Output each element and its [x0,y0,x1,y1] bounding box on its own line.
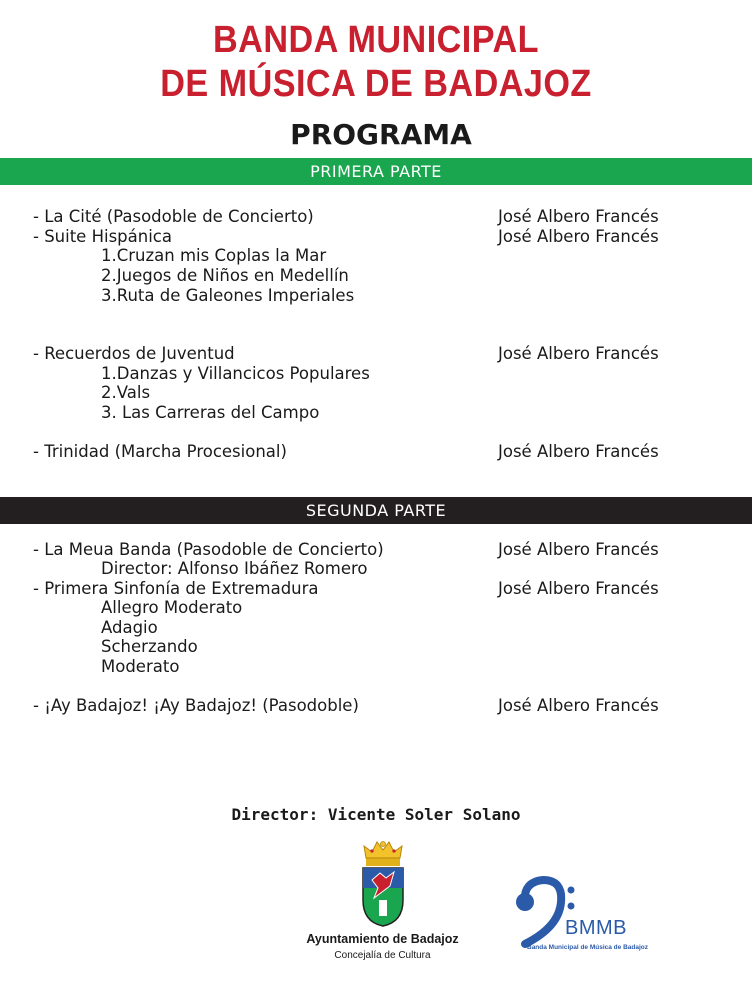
title-line-1: BANDA MUNICIPAL [213,19,539,61]
bass-clef-icon [505,872,575,952]
ayuntamiento-sub: Concejalía de Cultura [334,950,431,961]
program-item-title: - Recuerdos de Juventud [33,344,235,363]
program-item-composer: José Albero Francés [498,442,659,461]
program-item-title: - La Meua Banda (Pasodoble de Concierto) [33,540,384,559]
programa-heading: PROGRAMA [290,118,472,151]
program-movement: 2.Vals [101,383,151,402]
program-item-title: - Primera Sinfonía de Extremadura [33,579,319,598]
program-movement: Scherzando [101,637,198,656]
program-movement: 3.Ruta de Galeones Imperiales [101,286,355,305]
program-item-title: - Trinidad (Marcha Procesional) [33,442,287,461]
ayuntamiento-logo [300,840,465,970]
program-movement: 3. Las Carreras del Campo [101,403,320,422]
program-item-composer: José Albero Francés [498,579,659,598]
program-item-composer: José Albero Francés [498,227,659,246]
program-movement: 1.Cruzan mis Coplas la Mar [101,246,327,265]
bmmb-logo [505,872,648,957]
program-movement: 2.Juegos de Niños en Medellín [101,266,349,285]
program-movement: Allegro Moderato [101,598,243,617]
program-item-title: - La Cité (Pasodoble de Concierto) [33,207,314,226]
title-line-2: DE MÚSICA DE BADAJOZ [160,63,592,105]
program-movement: Director: Alfonso Ibáñez Romero [101,559,368,578]
program-movement: Adagio [101,618,158,637]
program-item-composer: José Albero Francés [498,344,659,363]
program-item-composer: José Albero Francés [498,207,659,226]
director-credit: Director: Vicente Soler Solano [231,805,521,824]
crown-crest-icon [360,840,406,928]
section-band-primera: PRIMERA PARTE [0,158,752,185]
program-item-title: - Suite Hispánica [33,227,172,246]
program-movement: 1.Danzas y Villancicos Populares [101,364,370,383]
program-movement: Moderato [101,657,180,676]
bmmb-sub: Banda Municipal de Música de Badajoz [527,944,648,951]
bmmb-name: BMMB [565,917,627,939]
section-band-segunda: SEGUNDA PARTE [0,497,752,524]
program-item-title: - ¡Ay Badajoz! ¡Ay Badajoz! (Pasodoble) [33,696,359,715]
program-item-composer: José Albero Francés [498,696,659,715]
program-item-composer: José Albero Francés [498,540,659,559]
ayuntamiento-name: Ayuntamiento de Badajoz [306,932,459,946]
